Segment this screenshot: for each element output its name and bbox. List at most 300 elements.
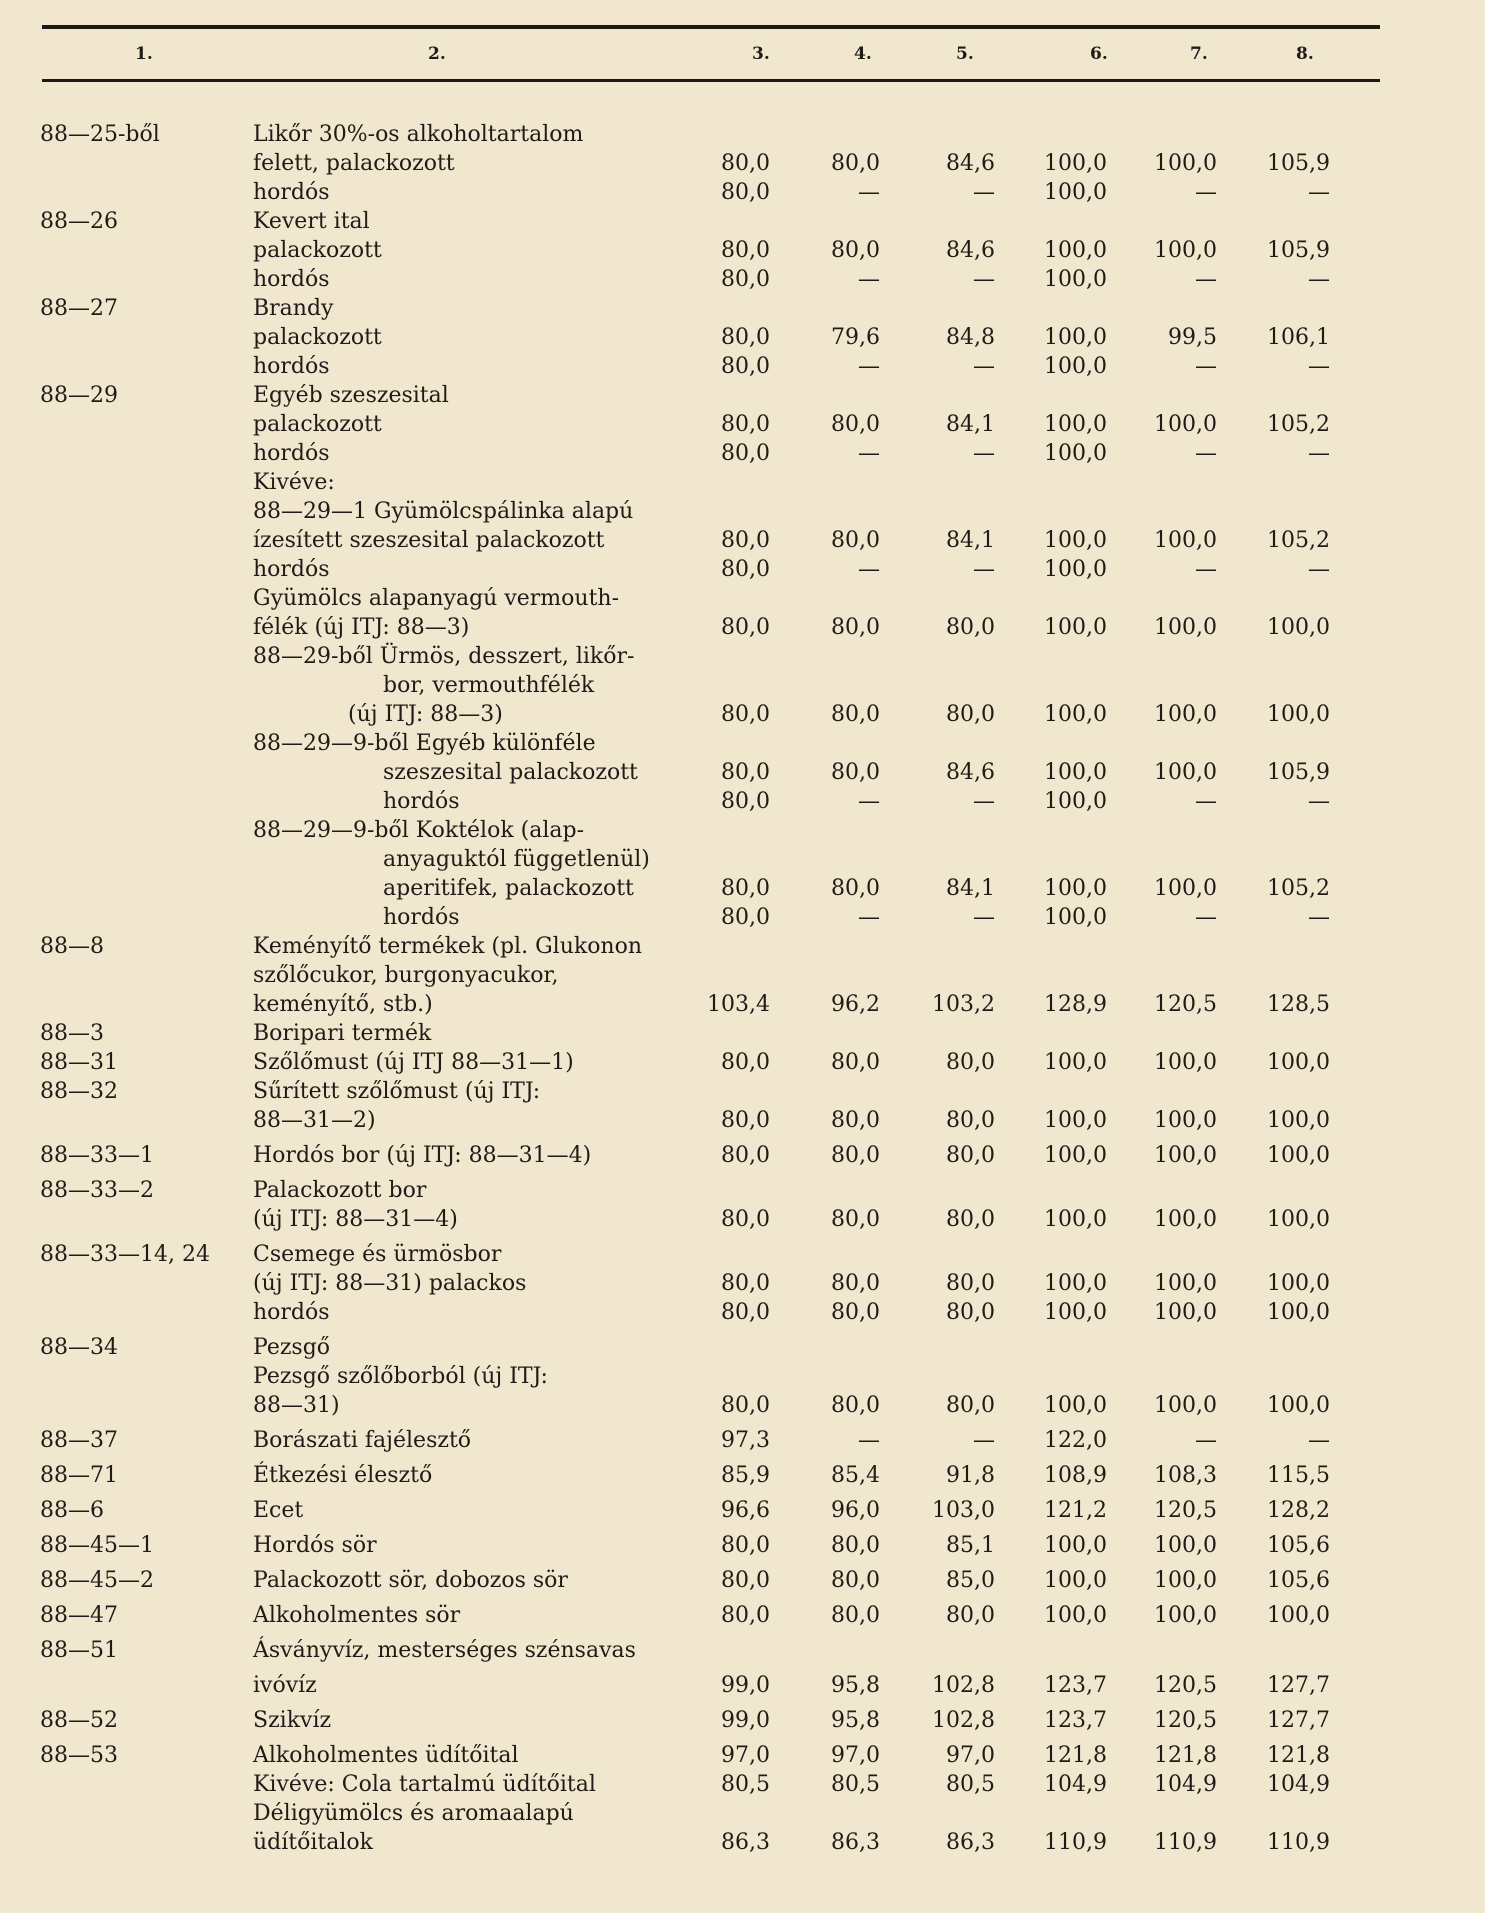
value-col-6: 108,9: [1044, 1463, 1107, 1488]
table-body: [0, 120, 1485, 1857]
value-col-4: 97,0: [831, 1743, 880, 1768]
table-row: [0, 1106, 1485, 1141]
table-row: [0, 1601, 1485, 1636]
value-col-8: 105,2: [1267, 876, 1330, 901]
value-col-5: 80,0: [946, 1300, 995, 1325]
value-col-5: 84,1: [946, 528, 995, 553]
table-row: [0, 758, 1485, 787]
item-description: Borászati fajélesztő: [253, 1428, 472, 1453]
value-col-4: 80,0: [831, 760, 880, 785]
value-col-8: —: [1308, 267, 1330, 292]
value-col-4: 80,0: [831, 151, 880, 176]
table-row: [0, 729, 1485, 758]
value-col-6: 100,0: [1044, 1271, 1107, 1296]
value-col-7: 121,8: [1154, 1743, 1217, 1768]
table-row: [0, 1566, 1485, 1601]
table-row: [0, 1205, 1485, 1240]
item-description: Szikvíz: [253, 1708, 332, 1733]
value-col-6: 100,0: [1044, 702, 1107, 727]
value-col-7: 100,0: [1154, 412, 1217, 437]
value-col-3: 80,0: [721, 412, 770, 437]
value-col-7: 100,0: [1154, 1271, 1217, 1296]
value-col-7: 108,3: [1154, 1463, 1217, 1488]
item-description: Kivéve: Cola tartalmú üdítőital: [253, 1772, 596, 1797]
value-col-8: 121,8: [1267, 1743, 1330, 1768]
value-col-8: —: [1308, 180, 1330, 205]
value-col-7: 120,5: [1154, 1708, 1217, 1733]
item-code: 88—33—1: [40, 1143, 154, 1168]
table-row: [0, 1077, 1485, 1106]
value-col-3: 80,0: [721, 528, 770, 553]
table-row: [0, 903, 1485, 932]
item-description: 88—29—9-ből Egyéb különféle: [253, 731, 596, 756]
value-col-3: 103,4: [707, 992, 770, 1017]
value-col-4: 80,0: [831, 412, 880, 437]
table-row: [0, 1770, 1485, 1799]
item-description: Csemege és ürmösbor: [253, 1242, 502, 1267]
value-col-3: 80,0: [721, 441, 770, 466]
value-col-8: —: [1308, 1428, 1330, 1453]
value-col-7: 100,0: [1154, 1108, 1217, 1133]
item-description: Kevert ital: [253, 209, 370, 234]
value-col-5: 80,5: [946, 1772, 995, 1797]
table-row: [0, 381, 1485, 410]
value-col-4: —: [858, 267, 880, 292]
item-description: bor, vermouthfélék: [383, 673, 595, 698]
item-description: ízesített szeszesital palackozott: [253, 528, 605, 553]
value-col-6: 100,0: [1044, 876, 1107, 901]
value-col-8: 100,0: [1267, 1300, 1330, 1325]
value-col-7: 120,5: [1154, 992, 1217, 1017]
item-description: (új ITJ: 88—31—4): [253, 1207, 458, 1232]
value-col-5: 84,1: [946, 876, 995, 901]
value-col-4: 80,0: [831, 1603, 880, 1628]
table-row: [0, 323, 1485, 352]
item-code: 88—53: [40, 1743, 118, 1768]
item-description: hordós: [253, 441, 330, 466]
item-description: 88—31): [253, 1393, 340, 1418]
value-col-8: 100,0: [1267, 1207, 1330, 1232]
item-description: hordós: [253, 180, 330, 205]
value-col-5: —: [973, 441, 995, 466]
item-description: palackozott: [253, 238, 382, 263]
table-row: [0, 1636, 1485, 1671]
value-col-3: 80,5: [721, 1772, 770, 1797]
value-col-3: 97,0: [721, 1743, 770, 1768]
table-row: [0, 120, 1485, 149]
table-row: [0, 439, 1485, 468]
table-row: [0, 1019, 1485, 1048]
value-col-6: 100,0: [1044, 1143, 1107, 1168]
value-col-8: 104,9: [1267, 1772, 1330, 1797]
item-code: 88—45—2: [40, 1568, 154, 1593]
value-col-8: 100,0: [1267, 1393, 1330, 1418]
value-col-7: 100,0: [1154, 1300, 1217, 1325]
table-row: [0, 178, 1485, 207]
value-col-7: 100,0: [1154, 1533, 1217, 1558]
item-description: hordós: [253, 1300, 330, 1325]
item-description: Pezsgő: [253, 1335, 331, 1360]
value-col-4: 79,6: [831, 325, 880, 350]
value-col-6: 100,0: [1044, 180, 1107, 205]
value-col-4: 80,0: [831, 615, 880, 640]
value-col-4: 80,0: [831, 1143, 880, 1168]
value-col-8: 105,6: [1267, 1568, 1330, 1593]
table-row: [0, 410, 1485, 439]
item-description: anyaguktól függetlenül): [383, 847, 650, 872]
value-col-8: 100,0: [1267, 1143, 1330, 1168]
column-header-5: 5.: [956, 44, 974, 64]
value-col-4: 80,0: [831, 876, 880, 901]
value-col-5: —: [973, 354, 995, 379]
value-col-8: 100,0: [1267, 1050, 1330, 1075]
value-col-4: —: [858, 354, 880, 379]
table-row: [0, 468, 1485, 497]
table-row: [0, 1828, 1485, 1857]
item-code: 88—33—14, 24: [40, 1242, 210, 1267]
value-col-5: —: [973, 267, 995, 292]
table-row: [0, 1671, 1485, 1706]
value-col-5: —: [973, 180, 995, 205]
value-col-8: 127,7: [1267, 1708, 1330, 1733]
column-header-8: 8.: [1296, 44, 1314, 64]
item-code: 88—32: [40, 1079, 118, 1104]
item-description: felett, palackozott: [253, 151, 455, 176]
value-col-8: 105,9: [1267, 760, 1330, 785]
value-col-7: —: [1195, 441, 1217, 466]
item-description: szőlőcukor, burgonyacukor,: [253, 963, 559, 988]
value-col-6: 121,8: [1044, 1743, 1107, 1768]
value-col-5: 103,2: [932, 992, 995, 1017]
item-description: Boripari termék: [253, 1021, 432, 1046]
table-row: [0, 1426, 1485, 1461]
value-col-8: 127,7: [1267, 1673, 1330, 1698]
value-col-5: 80,0: [946, 1393, 995, 1418]
value-col-8: 100,0: [1267, 1603, 1330, 1628]
value-col-8: 100,0: [1267, 615, 1330, 640]
value-col-3: 80,0: [721, 1050, 770, 1075]
value-col-4: —: [858, 789, 880, 814]
value-col-8: 128,2: [1267, 1498, 1330, 1523]
table-row: [0, 526, 1485, 555]
value-col-6: 100,0: [1044, 441, 1107, 466]
item-description: Palackozott bor: [253, 1178, 427, 1203]
item-description: Brandy: [253, 296, 334, 321]
table-row: [0, 236, 1485, 265]
item-code: 88—52: [40, 1708, 118, 1733]
value-col-6: 100,0: [1044, 1300, 1107, 1325]
value-col-7: 100,0: [1154, 1143, 1217, 1168]
value-col-6: 100,0: [1044, 1108, 1107, 1133]
value-col-6: 100,0: [1044, 267, 1107, 292]
value-col-5: 80,0: [946, 702, 995, 727]
value-col-6: 100,0: [1044, 325, 1107, 350]
value-col-3: 80,0: [721, 1300, 770, 1325]
item-description: Étkezési élesztő: [253, 1463, 433, 1488]
table-row: [0, 642, 1485, 671]
table-row: [0, 207, 1485, 236]
item-description: Likőr 30%-os alkoholtartalom: [253, 122, 584, 147]
item-code: 88—6: [40, 1498, 104, 1523]
item-description: szeszesital palackozott: [383, 760, 638, 785]
value-col-6: 122,0: [1044, 1428, 1107, 1453]
table-row: [0, 961, 1485, 990]
value-col-4: 80,0: [831, 528, 880, 553]
item-description: aperitifek, palackozott: [383, 876, 634, 901]
item-description: hordós: [383, 789, 460, 814]
top-rule: [42, 25, 1380, 29]
item-description: Déligyümölcs és aromaalapú: [253, 1801, 574, 1826]
value-col-8: 115,5: [1267, 1463, 1330, 1488]
table-row: [0, 932, 1485, 961]
value-col-5: —: [973, 557, 995, 582]
value-col-5: 80,0: [946, 615, 995, 640]
value-col-6: 100,0: [1044, 557, 1107, 582]
item-description: üdítőitalok: [253, 1830, 373, 1855]
value-col-4: —: [858, 905, 880, 930]
item-description: 88—31—2): [253, 1108, 376, 1133]
value-col-3: 99,0: [721, 1673, 770, 1698]
value-col-8: 105,6: [1267, 1533, 1330, 1558]
value-col-3: 96,6: [721, 1498, 770, 1523]
value-col-4: 86,3: [831, 1830, 880, 1855]
item-description: palackozott: [253, 412, 382, 437]
value-col-3: 97,3: [721, 1428, 770, 1453]
value-col-6: 100,0: [1044, 1533, 1107, 1558]
value-col-7: 100,0: [1154, 1207, 1217, 1232]
table-row: [0, 294, 1485, 323]
table-row: [0, 497, 1485, 526]
value-col-8: 110,9: [1267, 1830, 1330, 1855]
value-col-4: 80,0: [831, 1300, 880, 1325]
value-col-4: 80,0: [831, 1533, 880, 1558]
table-row: [0, 845, 1485, 874]
value-col-7: 100,0: [1154, 528, 1217, 553]
value-col-3: 80,0: [721, 905, 770, 930]
table-row: [0, 1298, 1485, 1333]
item-code: 88—33—2: [40, 1178, 154, 1203]
value-col-8: 100,0: [1267, 1271, 1330, 1296]
table-row: [0, 1333, 1485, 1362]
item-code: 88—51: [40, 1638, 118, 1663]
table-row: [0, 352, 1485, 381]
value-col-5: 86,3: [946, 1830, 995, 1855]
value-col-7: —: [1195, 557, 1217, 582]
item-description: Sűrített szőlőmust (új ITJ:: [253, 1079, 541, 1104]
value-col-7: 99,5: [1168, 325, 1217, 350]
item-description: Alkoholmentes üdítőital: [253, 1743, 519, 1768]
item-description: ivóvíz: [253, 1673, 317, 1698]
column-header-1: 1.: [135, 44, 153, 64]
value-col-3: 80,0: [721, 151, 770, 176]
value-col-6: 100,0: [1044, 528, 1107, 553]
item-description: Egyéb szeszesital: [253, 383, 449, 408]
header-rule: [42, 79, 1380, 82]
value-col-8: —: [1308, 789, 1330, 814]
item-description: hordós: [253, 354, 330, 379]
value-col-7: 100,0: [1154, 1393, 1217, 1418]
item-description: Szőlőmust (új ITJ 88—31—1): [253, 1050, 574, 1075]
item-description: (új ITJ: 88—31) palackos: [253, 1271, 527, 1296]
table-row: [0, 584, 1485, 613]
table-row: [0, 1461, 1485, 1496]
value-col-5: 103,0: [932, 1498, 995, 1523]
column-header-6: 6.: [1090, 44, 1108, 64]
table-row: [0, 1048, 1485, 1077]
value-col-5: 80,0: [946, 1050, 995, 1075]
item-code: 88—34: [40, 1335, 118, 1360]
item-description: Alkoholmentes sör: [253, 1603, 461, 1628]
value-col-8: 105,9: [1267, 151, 1330, 176]
item-code: 88—37: [40, 1428, 118, 1453]
item-description: Palackozott sör, dobozos sör: [253, 1568, 568, 1593]
value-col-3: 80,0: [721, 1393, 770, 1418]
item-description: keményítő, stb.): [253, 992, 433, 1017]
value-col-7: —: [1195, 354, 1217, 379]
value-col-8: 105,9: [1267, 238, 1330, 263]
item-description: hordós: [383, 905, 460, 930]
value-col-7: —: [1195, 180, 1217, 205]
value-col-7: 104,9: [1154, 1772, 1217, 1797]
table-row: [0, 1269, 1485, 1298]
value-col-6: 100,0: [1044, 354, 1107, 379]
table-row: [0, 265, 1485, 294]
value-col-5: 84,6: [946, 238, 995, 263]
value-col-4: —: [858, 557, 880, 582]
value-col-7: 120,5: [1154, 1673, 1217, 1698]
value-col-5: 84,6: [946, 760, 995, 785]
item-description: (új ITJ: 88—3): [348, 702, 503, 727]
value-col-5: —: [973, 789, 995, 814]
table-row: [0, 671, 1485, 700]
value-col-8: 105,2: [1267, 528, 1330, 553]
value-col-6: 100,0: [1044, 760, 1107, 785]
value-col-4: —: [858, 1428, 880, 1453]
value-col-4: 85,4: [831, 1463, 880, 1488]
value-col-6: 128,9: [1044, 992, 1107, 1017]
value-col-6: 100,0: [1044, 1603, 1107, 1628]
value-col-8: 105,2: [1267, 412, 1330, 437]
value-col-4: 80,0: [831, 1568, 880, 1593]
value-col-4: 80,0: [831, 238, 880, 263]
item-description: Gyümölcs alapanyagú vermouth-: [253, 586, 620, 611]
item-description: hordós: [253, 267, 330, 292]
value-col-5: 97,0: [946, 1743, 995, 1768]
item-code: 88—25-ből: [40, 122, 160, 147]
item-description: Keményítő termékek (pl. Glukonon: [253, 934, 643, 959]
value-col-6: 100,0: [1044, 412, 1107, 437]
item-description: Ecet: [253, 1498, 304, 1523]
value-col-7: 110,9: [1154, 1830, 1217, 1855]
value-col-3: 80,0: [721, 180, 770, 205]
table-row: [0, 1706, 1485, 1741]
item-code: 88—29: [40, 383, 118, 408]
value-col-3: 85,9: [721, 1463, 770, 1488]
value-col-5: 80,0: [946, 1603, 995, 1628]
value-col-6: 121,2: [1044, 1498, 1107, 1523]
value-col-7: 100,0: [1154, 238, 1217, 263]
value-col-7: 100,0: [1154, 1050, 1217, 1075]
value-col-3: 80,0: [721, 760, 770, 785]
table-row: [0, 1141, 1485, 1176]
value-col-8: 128,5: [1267, 992, 1330, 1017]
value-col-7: —: [1195, 267, 1217, 292]
value-col-4: 80,0: [831, 1108, 880, 1133]
value-col-7: —: [1195, 789, 1217, 814]
value-col-5: 84,1: [946, 412, 995, 437]
value-col-5: 80,0: [946, 1271, 995, 1296]
value-col-4: 96,0: [831, 1498, 880, 1523]
value-col-5: 91,8: [946, 1463, 995, 1488]
value-col-5: 102,8: [932, 1673, 995, 1698]
table-row: [0, 1391, 1485, 1426]
item-description: hordós: [253, 557, 330, 582]
value-col-6: 100,0: [1044, 151, 1107, 176]
item-description: 88—29-ből Ürmös, desszert, likőr-: [253, 644, 635, 669]
value-col-3: 80,0: [721, 238, 770, 263]
value-col-6: 100,0: [1044, 789, 1107, 814]
value-col-6: 123,7: [1044, 1673, 1107, 1698]
value-col-3: 99,0: [721, 1708, 770, 1733]
value-col-6: 110,9: [1044, 1830, 1107, 1855]
value-col-5: —: [973, 1428, 995, 1453]
value-col-3: 80,0: [721, 1533, 770, 1558]
value-col-4: 95,8: [831, 1708, 880, 1733]
item-description: 88—29—9-ből Koktélok (alap-: [253, 818, 585, 843]
item-description: Ásványvíz, mesterséges szénsavas: [253, 1638, 636, 1663]
item-code: 88—3: [40, 1021, 104, 1046]
value-col-3: 80,0: [721, 1108, 770, 1133]
value-col-7: 100,0: [1154, 151, 1217, 176]
value-col-7: 100,0: [1154, 876, 1217, 901]
value-col-3: 80,0: [721, 267, 770, 292]
value-col-5: 84,6: [946, 151, 995, 176]
value-col-4: 80,0: [831, 1271, 880, 1296]
value-col-7: —: [1195, 1428, 1217, 1453]
value-col-8: —: [1308, 557, 1330, 582]
value-col-6: 100,0: [1044, 905, 1107, 930]
column-header-3: 3.: [752, 44, 770, 64]
item-code: 88—47: [40, 1603, 118, 1628]
value-col-8: —: [1308, 905, 1330, 930]
value-col-3: 80,0: [721, 354, 770, 379]
table-row: [0, 555, 1485, 584]
value-col-6: 104,9: [1044, 1772, 1107, 1797]
value-col-8: —: [1308, 354, 1330, 379]
column-header-4: 4.: [854, 44, 872, 64]
value-col-8: —: [1308, 441, 1330, 466]
value-col-5: 102,8: [932, 1708, 995, 1733]
table-row: [0, 149, 1485, 178]
value-col-3: 80,0: [721, 615, 770, 640]
table-row: [0, 1531, 1485, 1566]
item-description: Pezsgő szőlőborból (új ITJ:: [253, 1364, 548, 1389]
value-col-6: 100,0: [1044, 1568, 1107, 1593]
value-col-3: 80,0: [721, 325, 770, 350]
value-col-6: 100,0: [1044, 1207, 1107, 1232]
item-code: 88—71: [40, 1463, 118, 1488]
value-col-7: 100,0: [1154, 1603, 1217, 1628]
value-col-8: 100,0: [1267, 1108, 1330, 1133]
item-description: félék (új ITJ: 88—3): [253, 615, 470, 640]
value-col-4: 80,0: [831, 1050, 880, 1075]
value-col-4: 80,0: [831, 1207, 880, 1232]
value-col-6: 100,0: [1044, 238, 1107, 263]
value-col-8: 106,1: [1267, 325, 1330, 350]
value-col-3: 80,0: [721, 1143, 770, 1168]
value-col-5: 80,0: [946, 1143, 995, 1168]
value-col-5: 80,0: [946, 1108, 995, 1133]
